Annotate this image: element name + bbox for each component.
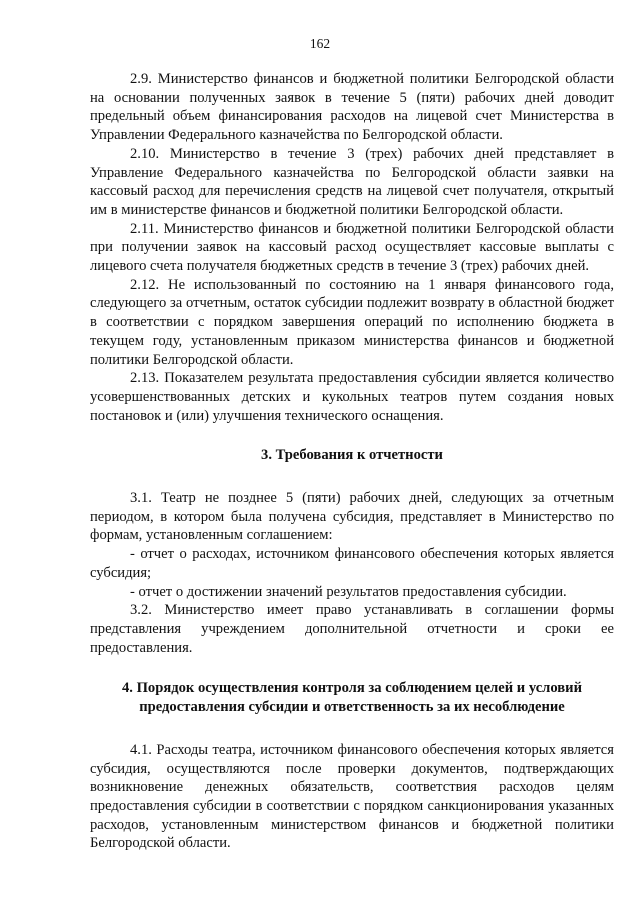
paragraph-4-1: 4.1. Расходы театра, источником финансового обеспечения которых является субсидия, осуществляются после проверки документов, подтверждающих возникновение денежных обязательств, соответствия расходов целям предоставления субсидии в соответствии с порядком санкционирования указанных расходов, установленным министерством финансов и бюджетной политики Белгородской области. <box>90 741 614 852</box>
paragraph-3-1: 3.1. Театр не позднее 5 (пяти) рабочих дней, следующих за отчетным периодом, в котором была получена субсидия, представляет в Министерство по формам, установленным соглашением: <box>90 490 614 544</box>
paragraph-2-9: 2.9. Министерство финансов и бюджетной политики Белгородской области на основании полученных заявок в течение 5 (пяти) рабочих дней доводит предельный объем финансирования расходов на лицевой счет Министерства в Управлении Федерального казначейства по Белгородской области. <box>90 71 614 144</box>
section-3-heading: 3. Требования к отчетности <box>261 447 443 464</box>
document-body <box>90 70 614 853</box>
section-4-heading: 4. Порядок осуществления контроля за соблюдением целей и условий предоставления субсидии и ответственность за их несоблюдение <box>121 680 582 716</box>
page-number: 162 <box>309 36 331 51</box>
paragraph-2-12: 2.12. Не использованный по состоянию на 1 января финансового года, следующего за отчетным, остаток субсидии подлежит возврату в областной бюджет в соответствии с порядком завершения операций по исполнению бюджета в текущем году, установленным приказом министерства финансов и бюджетной политики Белгородской области. <box>90 276 614 368</box>
list-item-results-report: - отчет о достижении значений результатов предоставления субсидии. <box>130 583 567 600</box>
list-item-expense-report: - отчет о расходах, источником финансового обеспечения которых является субсидия; <box>90 546 614 581</box>
paragraph-2-11: 2.11. Министерство финансов и бюджетной политики Белгородской области при получении заявок на кассовый расход осуществляет кассовые выплаты с лицевого счета получателя бюджетных средств в течение 3 (трех) рабочих дней. <box>90 220 614 275</box>
paragraph-2-10: 2.10. Министерство в течение 3 (трех) рабочих дней представляет в Управление Федерального казначейства по Белгородской области заявки на кассовый расход для перечисления средств на лицевой счет получателя, открытый им в министерстве финансов и бюджетной политики Белгородской области. <box>90 145 614 218</box>
paragraph-2-13: 2.13. Показателем результата предоставления субсидии является количество усовершенствованных детских и кукольных театров путем создания новых постановок и (или) улучшения технического оснащения. <box>90 370 614 424</box>
paragraph-3-2: 3.2. Министерство имеет право устанавливать в соглашении формы представления учреждением дополнительной отчетности и сроки ее предоставления. <box>90 602 614 656</box>
